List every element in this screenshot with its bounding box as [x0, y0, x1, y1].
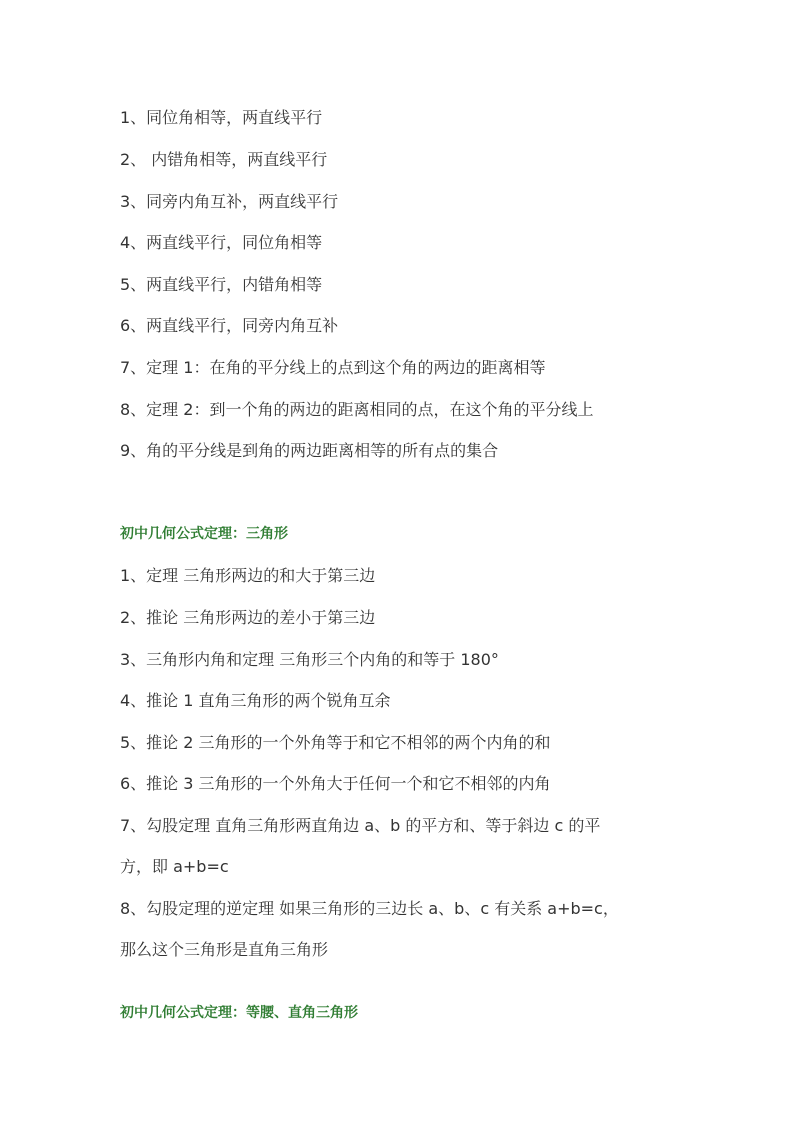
triangle-line-6: 6、推论 3 三角形的一个外角大于任何一个和它不相邻的内角 [120, 774, 551, 793]
triangle-line-3: 3、三角形内角和定理 三角形三个内角的和等于 180° [120, 650, 499, 669]
section-heading-triangle: 初中几何公式定理：三角形 [120, 526, 288, 542]
theorem-line-1: 1、同位角相等，两直线平行 [120, 108, 323, 127]
theorem-line-7: 7、定理 1：在角的平分线上的点到这个角的两边的距离相等 [120, 358, 546, 377]
theorem-line-5: 5、两直线平行，内错角相等 [120, 275, 323, 294]
theorem-line-3: 3、同旁内角互补，两直线平行 [120, 192, 339, 211]
triangle-line-1: 1、定理 三角形两边的和大于第三边 [120, 566, 376, 585]
theorem-line-2: 2、 内错角相等，两直线平行 [120, 150, 328, 169]
theorem-line-6: 6、两直线平行，同旁内角互补 [120, 316, 339, 335]
theorem-line-9: 9、角的平分线是到角的两边距离相等的所有点的集合 [120, 441, 499, 460]
theorem-line-8: 8、定理 2：到一个角的两边的距离相同的点，在这个角的平分线上 [120, 400, 594, 419]
section-heading-isosceles-right: 初中几何公式定理：等腰、直角三角形 [120, 1005, 358, 1021]
triangle-line-7: 7、勾股定理 直角三角形两直角边 a、b 的平方和、等于斜边 c 的平 [120, 816, 601, 835]
theorem-line-4: 4、两直线平行，同位角相等 [120, 233, 323, 252]
triangle-line-2: 2、推论 三角形两边的差小于第三边 [120, 608, 376, 627]
triangle-line-4: 4、推论 1 直角三角形的两个锐角互余 [120, 691, 391, 710]
triangle-line-5: 5、推论 2 三角形的一个外角等于和它不相邻的两个内角的和 [120, 733, 551, 752]
triangle-line-7-cont: 方，即 a+b=c [120, 857, 229, 876]
triangle-line-8-cont: 那么这个三角形是直角三角形 [120, 940, 329, 959]
triangle-line-8: 8、勾股定理的逆定理 如果三角形的三边长 a、b、c 有关系 a+b=c， [120, 899, 619, 918]
